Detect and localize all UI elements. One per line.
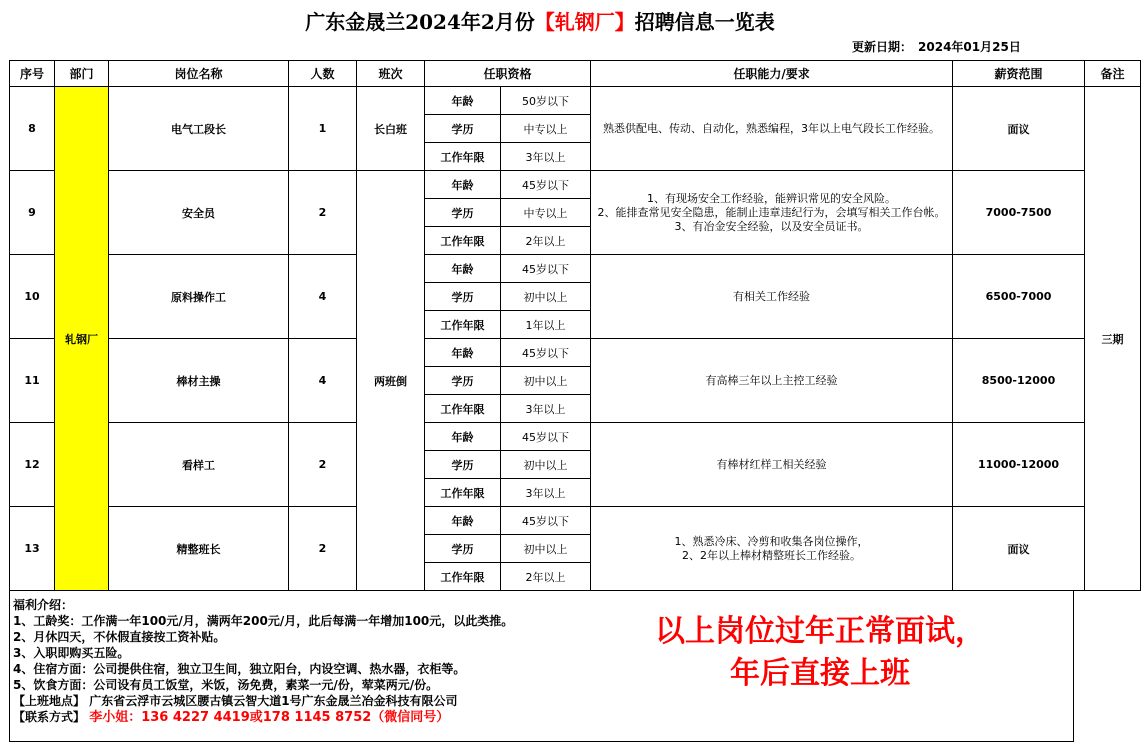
header-requirement: 任职能力/要求 <box>591 61 953 87</box>
table-header-row <box>10 61 1141 87</box>
benefit-item: 3、入职即购买五险。 <box>13 646 130 660</box>
table-row <box>10 339 1141 367</box>
position-name: 看样工 <box>109 423 289 507</box>
header-shift: 班次 <box>357 61 425 87</box>
table-row <box>10 255 1141 283</box>
benefits-block <box>13 597 513 726</box>
qual-label-edu: 学历 <box>425 535 501 563</box>
qual-label-edu: 学历 <box>425 451 501 479</box>
salary-range: 面议 <box>953 87 1085 171</box>
header-note: 备注 <box>1085 61 1141 87</box>
qual-age: 45岁以下 <box>501 507 591 535</box>
recruitment-table <box>9 60 1141 591</box>
qual-age: 45岁以下 <box>501 171 591 199</box>
qual-age: 45岁以下 <box>501 339 591 367</box>
row-no: 11 <box>10 339 55 423</box>
qual-label-years: 工作年限 <box>425 143 501 171</box>
benefits-title: 福利介绍： <box>13 598 74 612</box>
title-suffix: 招聘信息一览表 <box>634 10 775 34</box>
row-no: 10 <box>10 255 55 339</box>
note-cell: 三期 <box>1085 87 1141 591</box>
footer-section <box>9 591 1074 742</box>
qual-years: 1年以上 <box>501 311 591 339</box>
update-label: 更新日期： <box>852 40 913 54</box>
shift-cell: 长白班 <box>357 87 425 171</box>
interview-notice <box>600 611 1040 695</box>
qual-label-years: 工作年限 <box>425 395 501 423</box>
salary-range: 11000-12000 <box>953 423 1085 507</box>
qual-label-edu: 学历 <box>425 367 501 395</box>
qual-label-edu: 学历 <box>425 115 501 143</box>
row-no: 12 <box>10 423 55 507</box>
row-no: 13 <box>10 507 55 591</box>
qual-age: 50岁以下 <box>501 87 591 115</box>
contact-label: 【联系方式】 <box>13 710 86 724</box>
qual-edu: 初中以上 <box>501 367 591 395</box>
salary-range: 7000-7500 <box>953 171 1085 255</box>
benefit-item: 4、住宿方面：公司提供住宿，独立卫生间，独立阳台，内设空调、热水器，衣柜等。 <box>13 662 466 676</box>
benefit-item: 1、工龄奖：工作满一年100元/月，满两年200元/月，此后每满一年增加100元，以此类推。 <box>13 614 514 628</box>
qual-years: 3年以上 <box>501 479 591 507</box>
table-row <box>10 507 1141 535</box>
contact-info <box>13 709 513 726</box>
headcount: 4 <box>289 339 357 423</box>
requirement-text: 有高棒三年以上主控工经验 <box>591 339 953 423</box>
qual-edu: 初中以上 <box>501 451 591 479</box>
qual-label-age: 年龄 <box>425 423 501 451</box>
qual-label-edu: 学历 <box>425 199 501 227</box>
work-address <box>13 693 513 709</box>
header-qualification: 任职资格 <box>425 61 591 87</box>
notice-line-1: 以上岗位过年正常面试， <box>655 614 985 649</box>
qual-label-age: 年龄 <box>425 255 501 283</box>
notice-line-2: 年后直接上班 <box>730 656 910 691</box>
qual-label-age: 年龄 <box>425 171 501 199</box>
qual-age: 45岁以下 <box>501 423 591 451</box>
qual-edu: 中专以上 <box>501 199 591 227</box>
row-no: 9 <box>10 171 55 255</box>
salary-range: 8500-12000 <box>953 339 1085 423</box>
qual-edu: 初中以上 <box>501 283 591 311</box>
qual-years: 2年以上 <box>501 563 591 591</box>
header-no: 序号 <box>10 61 55 87</box>
requirement-text: 1、有现场安全工作经验，能辨识常见的安全风险。 2、能排查常见安全隐患，能制止违章违纪行为，会填写相关工作台帐。 3、有冶金安全经验，以及安全员证书。 <box>591 171 953 255</box>
salary-range: 面议 <box>953 507 1085 591</box>
headcount: 2 <box>289 171 357 255</box>
position-name: 精整班长 <box>109 507 289 591</box>
page-title <box>0 6 1080 35</box>
address-label: 【上班地点】 <box>13 694 86 708</box>
qual-edu: 初中以上 <box>501 535 591 563</box>
header-count: 人数 <box>289 61 357 87</box>
qual-years: 2年以上 <box>501 227 591 255</box>
contact-text: 李小姐：136 4227 4419或178 1145 8752（微信同号） <box>89 710 450 725</box>
table-row <box>10 423 1141 451</box>
qual-label-years: 工作年限 <box>425 311 501 339</box>
title-highlight: 【轧钢厂】 <box>534 10 635 34</box>
qual-years: 3年以上 <box>501 143 591 171</box>
requirement-text: 有相关工作经验 <box>591 255 953 339</box>
header-salary: 薪资范围 <box>953 61 1085 87</box>
qual-label-age: 年龄 <box>425 339 501 367</box>
qual-label-edu: 学历 <box>425 283 501 311</box>
header-position: 岗位名称 <box>109 61 289 87</box>
table-row <box>10 87 1141 115</box>
shift-cell: 两班倒 <box>357 171 425 591</box>
address-text: 广东省云浮市云城区腰古镇云智大道1号广东金晟兰冶金科技有限公司 <box>89 694 458 708</box>
position-name: 原料操作工 <box>109 255 289 339</box>
qual-label-years: 工作年限 <box>425 479 501 507</box>
table-row <box>10 171 1141 199</box>
headcount: 1 <box>289 87 357 171</box>
title-prefix: 广东金晟兰2024年2月份 <box>305 10 535 34</box>
benefit-item: 5、饮食方面：公司设有员工饭堂，米饭，汤免费，素菜一元/份，荤菜两元/份。 <box>13 678 439 692</box>
row-no: 8 <box>10 87 55 171</box>
requirement-text: 1、熟悉冷床、冷剪和收集各岗位操作， 2、2年以上棒材精整班长工作经验。 <box>591 507 953 591</box>
headcount: 4 <box>289 255 357 339</box>
qual-years: 3年以上 <box>501 395 591 423</box>
headcount: 2 <box>289 423 357 507</box>
position-name: 电气工段长 <box>109 87 289 171</box>
qual-label-years: 工作年限 <box>425 227 501 255</box>
headcount: 2 <box>289 507 357 591</box>
qual-label-age: 年龄 <box>425 87 501 115</box>
qual-label-age: 年龄 <box>425 507 501 535</box>
qual-label-years: 工作年限 <box>425 563 501 591</box>
position-name: 安全员 <box>109 171 289 255</box>
benefit-item: 2、月休四天，不休假直接按工资补贴。 <box>13 630 226 644</box>
salary-range: 6500-7000 <box>953 255 1085 339</box>
header-dept: 部门 <box>55 61 109 87</box>
qual-age: 45岁以下 <box>501 255 591 283</box>
requirement-text: 熟悉供配电、传动、自动化，熟悉编程，3年以上电气段长工作经验。 <box>591 87 953 171</box>
department-cell: 轧钢厂 <box>55 87 109 591</box>
update-value: 2024年01月25日 <box>918 40 1021 54</box>
update-date <box>852 38 1021 55</box>
requirement-text: 有棒材红样工相关经验 <box>591 423 953 507</box>
qual-edu: 中专以上 <box>501 115 591 143</box>
position-name: 棒材主操 <box>109 339 289 423</box>
